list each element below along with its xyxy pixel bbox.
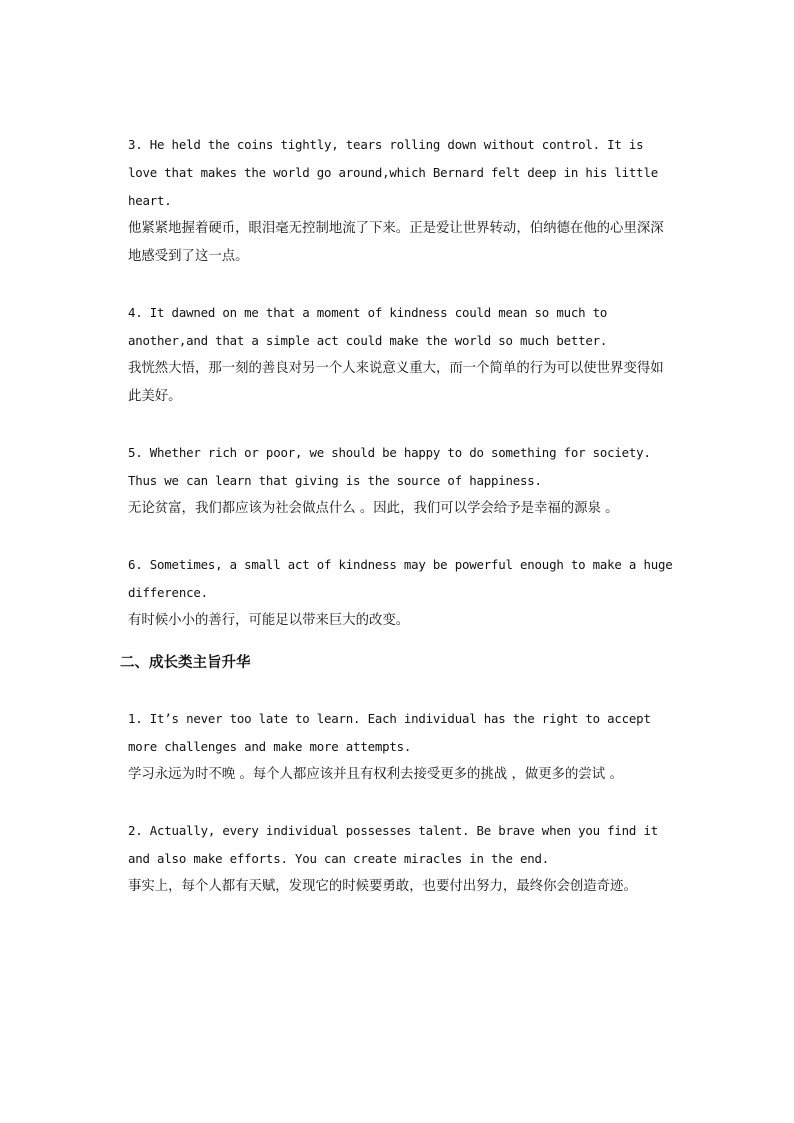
english-sentence: 1. It’s never too late to learn. Each individual has the right to accept more challenges and make more attempts. (128, 711, 651, 754)
chinese-translation: 事实上，每个人都有天赋，发现它的时候要勇敢，也要付出努力，最终你会创造奇迹。 (128, 879, 637, 894)
english-sentence: 4. It dawned on me that a moment of kindness could mean so much to another,and that a simple act could make the world so much better. (128, 305, 608, 348)
sentence-item-b1 (128, 705, 673, 789)
chinese-translation: 我恍然大悟，那一刻的善良对另一个人来说意义重大，而一个简单的行为可以使世界变得如此美好。 (128, 361, 664, 404)
english-sentence: 5. Whether rich or poor, we should be happy to do something for society. Thus we can learn that giving is the source of happiness. (128, 445, 651, 488)
chinese-translation: 学习永远为时不晚 。每个人都应该并且有权利去接受更多的挑战 ，做更多的尝试 。 (128, 767, 623, 782)
sentence-item-4 (128, 299, 673, 411)
sentence-item-b2 (128, 817, 673, 901)
section-heading: 二、成长类主旨升华 (120, 655, 251, 671)
chinese-translation: 他紧紧地握着硬币，眼泪毫无控制地流了下来。正是爱让世界转动，伯纳德在他的心里深深地感受到了这一点。 (128, 221, 664, 264)
chinese-translation: 有时候小小的善行，可能足以带来巨大的改变。 (128, 613, 410, 628)
sentence-item-6 (128, 551, 673, 635)
sentence-item-3 (128, 131, 673, 271)
document-content (120, 131, 673, 929)
sentence-item-5 (128, 439, 673, 523)
english-sentence: 2. Actually, every individual possesses talent. Be brave when you find it and also make efforts. You can create miracles in the end. (128, 823, 658, 866)
english-sentence: 6. Sometimes, a small act of kindness may be powerful enough to make a huge difference. (128, 557, 673, 600)
chinese-translation: 无论贫富，我们都应该为社会做点什么 。因此，我们可以学会给予是幸福的源泉 。 (128, 501, 619, 516)
english-sentence: 3. He held the coins tightly, tears rolling down without control. It is love that makes the world go around,which Bernard felt deep in his little heart. (128, 137, 658, 208)
